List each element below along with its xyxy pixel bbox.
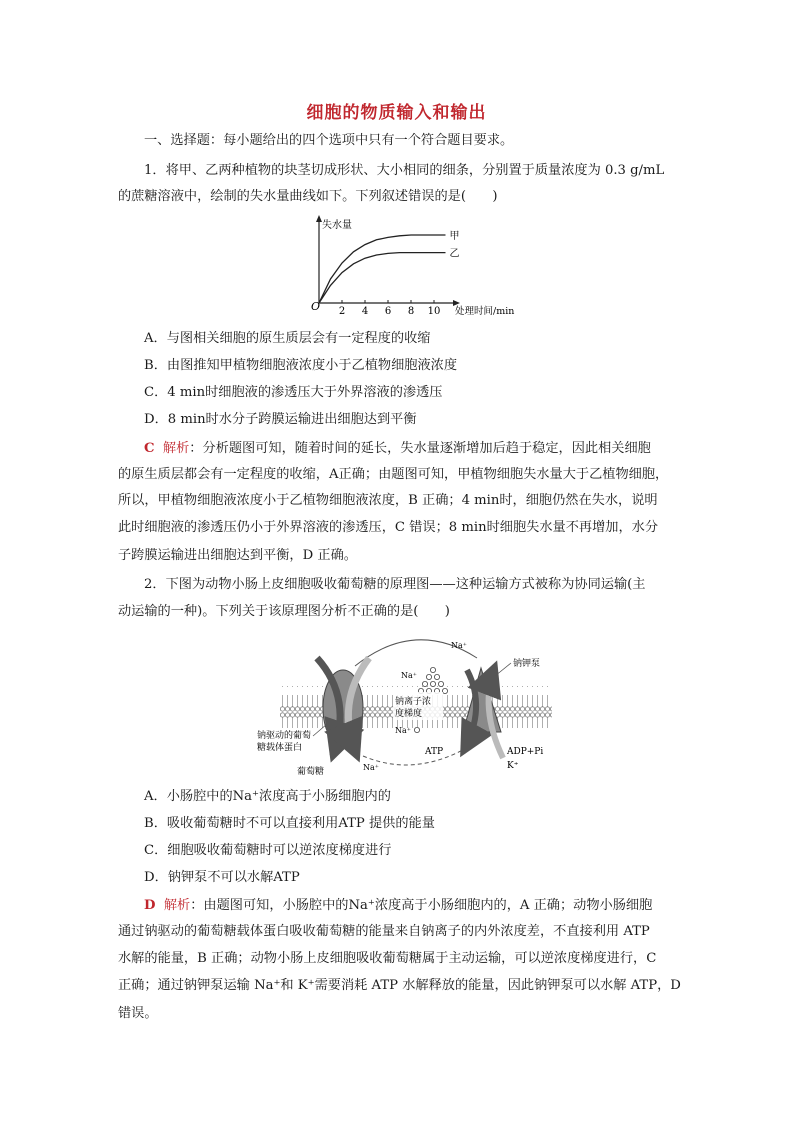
- q1-answer: C: [144, 441, 155, 456]
- q2-option-b: B．吸收葡萄糖时不可以直接利用ATP 提供的能量: [144, 816, 435, 831]
- q1-stem-line-1: 1．将甲、乙两种植物的块茎切成形状、大小相同的细条，分别置于质量浓度为 0.3 g/mL: [144, 163, 665, 178]
- series-line-2: [319, 253, 446, 303]
- q2-analysis-text: ：由题图可知，小肠腔中的Na⁺浓度高于小肠细胞内的，A 正确；动物小肠细胞: [190, 898, 653, 913]
- q2-answer: D: [144, 898, 156, 913]
- q1-option-d: D．8 min时水分子跨膜运输进出细胞达到平衡: [144, 412, 417, 427]
- q2-stem-line-2: 动运输的一种)。下列关于该原理图分析不正确的是( ): [118, 604, 450, 619]
- chart-y-label: 失水量: [322, 220, 352, 231]
- na-inner-label: Na⁺: [401, 671, 417, 680]
- x-tick-label: 6: [384, 306, 392, 317]
- x-tick-label: 2: [338, 306, 346, 317]
- series-label-1: 甲: [449, 231, 460, 242]
- q2-option-c: C．细胞吸收葡萄糖时可以逆浓度梯度进行: [144, 843, 392, 858]
- q2-analysis-line-4: 正确；通过钠钾泵运输 Na⁺和 K⁺需要消耗 ATP 水解释放的能量，因此钠钾泵可以水解 ATP，D: [118, 978, 681, 993]
- q1-analysis-line-2: 的原生质层都会有一定程度的收缩，A正确；由题图可知，甲植物细胞失水量大于乙植物细胞，: [118, 467, 669, 482]
- q1-option-b: B．由图推知甲植物细胞液浓度小于乙植物细胞液浓度: [144, 358, 458, 373]
- q2-analysis-line-3: 水解的能量，B 正确；动物小肠上皮细胞吸收葡萄糖属于主动运输，可以逆浓度梯度进行，C: [118, 951, 657, 966]
- pump-label: 钠钾泵: [513, 659, 541, 669]
- q1-analysis-line-3: 所以，甲植物细胞液浓度小于乙植物细胞液浓度，B 正确；4 min时，细胞仍然在失水，说明: [118, 493, 658, 508]
- q1-analysis-line-5: 子跨膜运输进出细胞达到平衡，D 正确。: [118, 548, 357, 563]
- q2-analysis-label: 解析: [163, 898, 191, 913]
- q2-analysis-line-1: [144, 897, 686, 915]
- q2-option-d: D．钠钾泵不可以水解ATP: [144, 870, 300, 885]
- glucose-label: 葡萄糖: [297, 767, 325, 777]
- q1-analysis-line-1: [144, 440, 686, 458]
- q1-analysis-line-4: 此时细胞液的渗透压仍小于外界溶液的渗透压，C 错误；8 min时细胞失水量不再增加，水分: [118, 520, 659, 535]
- q2-stem-line-1: 2．下图为动物小肠上皮细胞吸收葡萄糖的原理图——这种运输方式被称为协同运输(主: [144, 577, 646, 592]
- q2-analysis-line-5: 错误。: [118, 1006, 158, 1021]
- water-loss-chart: [295, 210, 535, 322]
- gradient-label-line-2: 度梯度: [395, 709, 423, 719]
- q1-option-a: A．与图相关细胞的原生质层会有一定程度的收缩: [144, 331, 431, 346]
- section-header: 一、选择题：每小题给出的四个选项中只有一个符合题目要求。: [144, 133, 514, 148]
- q2-analysis-line-2: 通过钠驱动的葡萄糖载体蛋白吸收葡萄糖的能量来自钠离子的内外浓度差，不直接利用 ATP: [118, 924, 650, 939]
- na-small-label: Na⁺: [395, 726, 411, 735]
- chart-x-label: 处理时间/min: [455, 306, 515, 317]
- bottom-dashed-arc: [363, 746, 470, 765]
- q1-stem-line-2: 的蔗糖溶液中，绘制的失水量曲线如下。下列叙述错误的是( ): [118, 189, 498, 204]
- carrier-label-line-2: 糖载体蛋白: [257, 743, 303, 753]
- x-tick-label: 10: [427, 306, 441, 317]
- q2-option-a: A．小肠腔中的Na⁺浓度高于小肠细胞内的: [144, 789, 391, 804]
- q1-analysis-label: 解析: [162, 441, 190, 456]
- adp-label: ADP+Pi: [507, 747, 544, 757]
- atp-label: ATP: [425, 747, 444, 757]
- na-top-label: Na⁺: [451, 641, 467, 650]
- page-title: 细胞的物质输入和输出: [306, 103, 487, 123]
- cotransport-diagram: [255, 628, 555, 778]
- chart-origin-label: O: [311, 300, 321, 313]
- q1-option-c: C．4 min时细胞液的渗透压大于外界溶液的渗透压: [144, 385, 443, 400]
- k-label: K⁺: [507, 761, 519, 771]
- na-bottom-label: Na⁺: [363, 763, 379, 772]
- gradient-label-line-1: 钠离子浓: [395, 697, 432, 707]
- series-line-1: [319, 235, 446, 303]
- q1-analysis-text: ：分析题图可知，随着时间的延长，失水量逐渐增加后趋于稳定，因此相关细胞: [189, 441, 651, 456]
- x-tick-label: 8: [407, 306, 415, 317]
- carrier-label-line-1: 钠驱动的葡萄: [257, 731, 312, 741]
- x-tick-label: 4: [361, 306, 369, 317]
- series-label-2: 乙: [449, 248, 460, 260]
